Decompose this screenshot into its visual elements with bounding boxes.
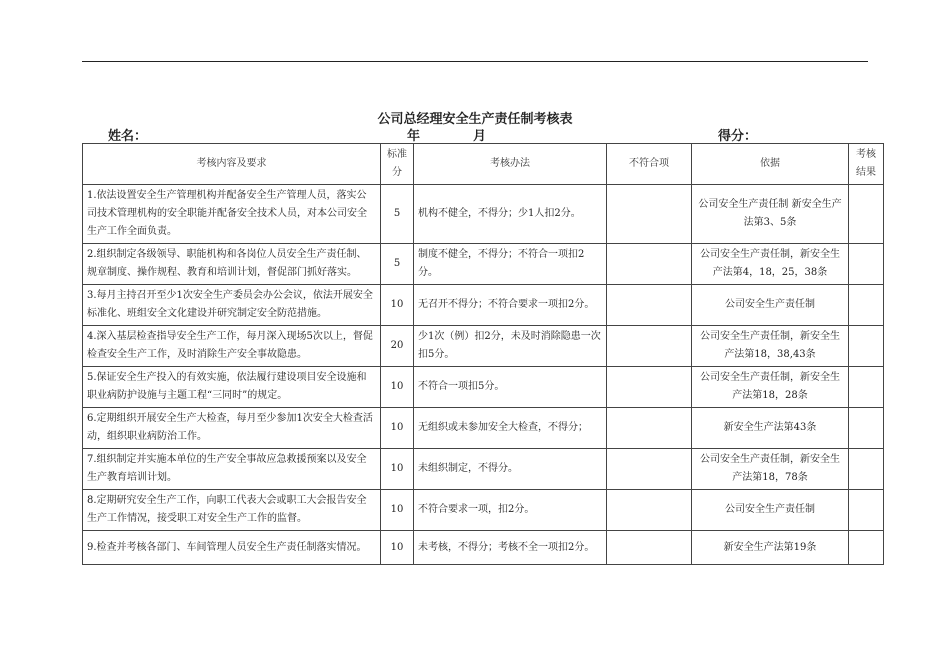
row-method: 制度不健全，不得分；不符合一项扣2分。	[414, 244, 607, 285]
month-label: 月	[473, 129, 487, 144]
row-standard-score: 10	[381, 408, 414, 449]
header-method: 考核办法	[414, 144, 607, 185]
table-row	[83, 285, 884, 326]
row-method: 不符合一项扣5分。	[414, 367, 607, 408]
row-basis: 公司安全生产责任制，新安全生产法第18，28条	[692, 367, 849, 408]
row-nonconformity[interactable]	[607, 531, 692, 565]
row-standard-score: 10	[381, 285, 414, 326]
row-result[interactable]	[849, 244, 884, 285]
header-standard-score: 标准分	[381, 144, 414, 185]
row-nonconformity[interactable]	[607, 244, 692, 285]
table-row	[83, 531, 884, 565]
row-method: 无召开不得分；不符合要求一项扣2分。	[414, 285, 607, 326]
table-row	[83, 408, 884, 449]
row-nonconformity[interactable]	[607, 367, 692, 408]
table-header-row	[83, 144, 884, 185]
row-nonconformity[interactable]	[607, 449, 692, 490]
header-content: 考核内容及要求	[83, 144, 381, 185]
assessment-table	[82, 143, 884, 565]
table-row	[83, 185, 884, 244]
header-basis: 依据	[692, 144, 849, 185]
row-content: 5.保证安全生产投入的有效实施，依法履行建设项目安全设施和职业病防护设施与主题工程“三同时”的规定。	[83, 367, 381, 408]
row-nonconformity[interactable]	[607, 326, 692, 367]
header-rule	[82, 61, 868, 62]
table-row	[83, 449, 884, 490]
row-basis: 公司安全生产责任制，新安全生产法第18，78条	[692, 449, 849, 490]
row-standard-score: 5	[381, 185, 414, 244]
row-method: 未组织制定，不得分。	[414, 449, 607, 490]
row-method: 不符合要求一项，扣2分。	[414, 490, 607, 531]
row-content: 3.每月主持召开至少1次安全生产委员会办公会议，依法开展安全标准化、班组安全文化建设并研究制定安全防范措施。	[83, 285, 381, 326]
row-basis: 公司安全生产责任制，新安全生产法第4，18，25，38条	[692, 244, 849, 285]
row-result[interactable]	[849, 367, 884, 408]
row-result[interactable]	[849, 326, 884, 367]
row-basis: 公司安全生产责任制，新安全生产法第18，38,43条	[692, 326, 849, 367]
row-content: 4.深入基层检查指导安全生产工作，每月深入现场5次以上，督促检查安全生产工作，及时消除生产安全事故隐患。	[83, 326, 381, 367]
row-standard-score: 10	[381, 490, 414, 531]
score-label: 得分：	[718, 129, 758, 144]
row-content: 7.组织制定并实施本单位的生产安全事故应急救援预案以及安全生产教育培训计划。	[83, 449, 381, 490]
row-standard-score: 20	[381, 326, 414, 367]
row-result[interactable]	[849, 531, 884, 565]
row-content: 9.检查并考核各部门、车间管理人员安全生产责任制落实情况。	[83, 531, 381, 565]
row-content: 2.组织制定各级领导、职能机构和各岗位人员安全生产责任制、规章制度、操作规程、教育和培训计划，督促部门抓好落实。	[83, 244, 381, 285]
row-basis: 公司安全生产责任制	[692, 490, 849, 531]
row-nonconformity[interactable]	[607, 490, 692, 531]
table-row	[83, 326, 884, 367]
row-method: 无组织或未参加安全大检查，不得分；	[414, 408, 607, 449]
row-content: 8.定期研究安全生产工作，向职工代表大会或职工大会报告安全生产工作情况，接受职工对安全生产工作的监督。	[83, 490, 381, 531]
row-basis: 新安全生产法第19条	[692, 531, 849, 565]
page-title: 公司总经理安全生产责任制考核表	[377, 112, 573, 127]
table-row	[83, 244, 884, 285]
row-basis: 新安全生产法第43条	[692, 408, 849, 449]
row-standard-score: 10	[381, 449, 414, 490]
row-result[interactable]	[849, 285, 884, 326]
row-nonconformity[interactable]	[607, 408, 692, 449]
table-row	[83, 490, 884, 531]
row-result[interactable]	[849, 490, 884, 531]
row-basis: 公司安全生产责任制	[692, 285, 849, 326]
table-row	[83, 367, 884, 408]
row-standard-score: 10	[381, 367, 414, 408]
row-basis: 公司安全生产责任制 新安全生产法第3、5条	[692, 185, 849, 244]
row-method: 未考核，不得分；考核不全一项扣2分。	[414, 531, 607, 565]
row-content: 6.定期组织开展安全生产大检查，每月至少参加1次安全大检查活动，组织职业病防治工作。	[83, 408, 381, 449]
row-standard-score: 5	[381, 244, 414, 285]
row-nonconformity[interactable]	[607, 285, 692, 326]
row-standard-score: 10	[381, 531, 414, 565]
row-content: 1.依法设置安全生产管理机构并配备安全生产管理人员，落实公司技术管理机构的安全职能并配备安全技术人员，对本公司安全生产工作全面负责。	[83, 185, 381, 244]
row-method: 少1次（例）扣2分，未及时消除隐患一次扣5分。	[414, 326, 607, 367]
row-nonconformity[interactable]	[607, 185, 692, 244]
row-method: 机构不健全，不得分；少1人扣2分。	[414, 185, 607, 244]
row-result[interactable]	[849, 449, 884, 490]
row-result[interactable]	[849, 408, 884, 449]
header-nonconformity: 不符合项	[607, 144, 692, 185]
row-result[interactable]	[849, 185, 884, 244]
header-result: 考核结果	[849, 144, 884, 185]
name-label: 姓名：	[108, 129, 148, 144]
year-label: 年	[407, 129, 421, 144]
